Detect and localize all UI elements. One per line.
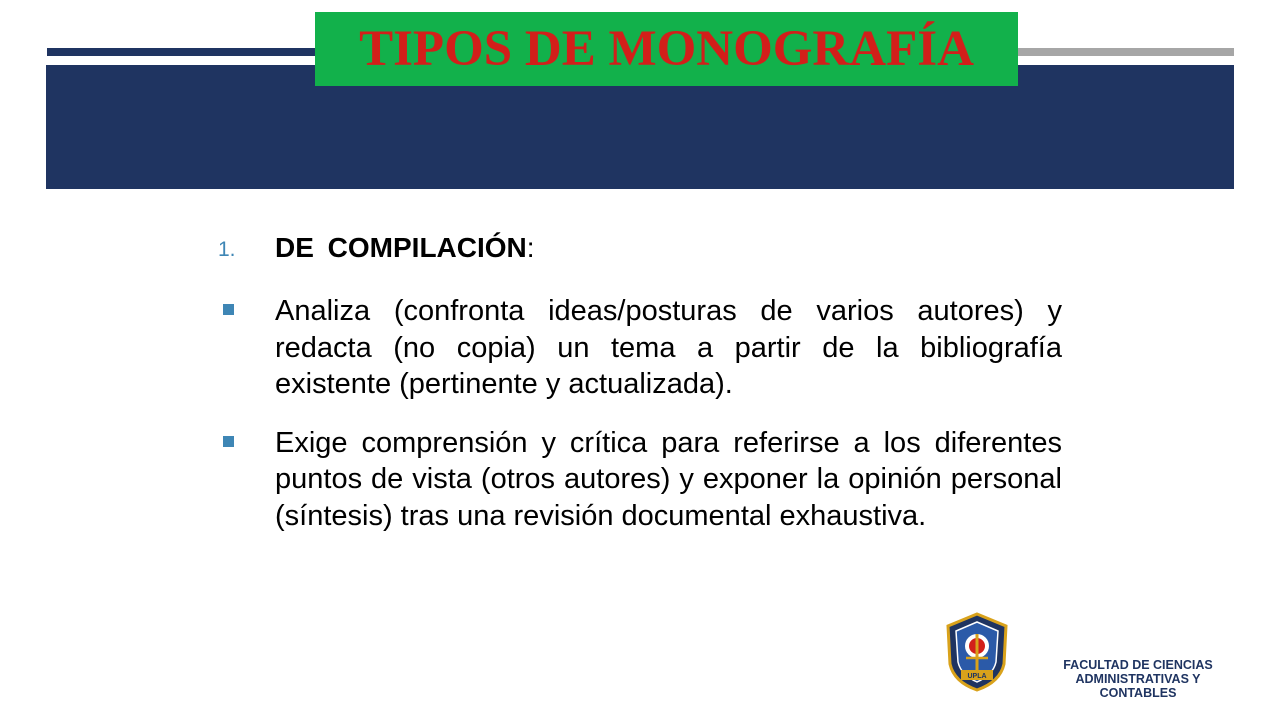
header-rule-left bbox=[47, 48, 319, 56]
title-box bbox=[315, 12, 1018, 86]
faculty-line: FACULTAD DE CIENCIAS bbox=[1063, 658, 1213, 672]
bullet-text: Analiza (confronta ideas/posturas de varios autores) y redacta (no copia) un tema a partir de la bibliografía existente (pertinente y actualizada). bbox=[275, 295, 1062, 400]
slide-title: TIPOS DE MONOGRAFÍA bbox=[359, 21, 974, 77]
bullet-square-icon bbox=[223, 436, 234, 447]
bullet-item bbox=[218, 425, 1062, 535]
faculty-name bbox=[1020, 658, 1256, 700]
university-seal-icon bbox=[944, 612, 1010, 692]
item-number: 1. bbox=[218, 238, 236, 261]
faculty-line: CONTABLES bbox=[1099, 686, 1177, 700]
faculty-line: ADMINISTRATIVAS Y bbox=[1075, 672, 1201, 686]
bullet-text: Exige comprensión y crítica para referirse a los diferentes puntos de vista (otros autores) y exponer la opinión personal (síntesis) tras una revisión documental exhaustiva. bbox=[275, 426, 1062, 532]
bullet-square-icon bbox=[223, 304, 234, 315]
slide-content bbox=[218, 226, 1062, 534]
header-rule-right bbox=[1018, 48, 1234, 56]
bullet-item bbox=[218, 293, 1062, 403]
heading-suffix: : bbox=[526, 232, 535, 263]
numbered-item bbox=[218, 226, 1062, 270]
svg-text:UPLA: UPLA bbox=[967, 673, 987, 680]
section-heading: DE COMPILACIÓN bbox=[275, 232, 527, 263]
